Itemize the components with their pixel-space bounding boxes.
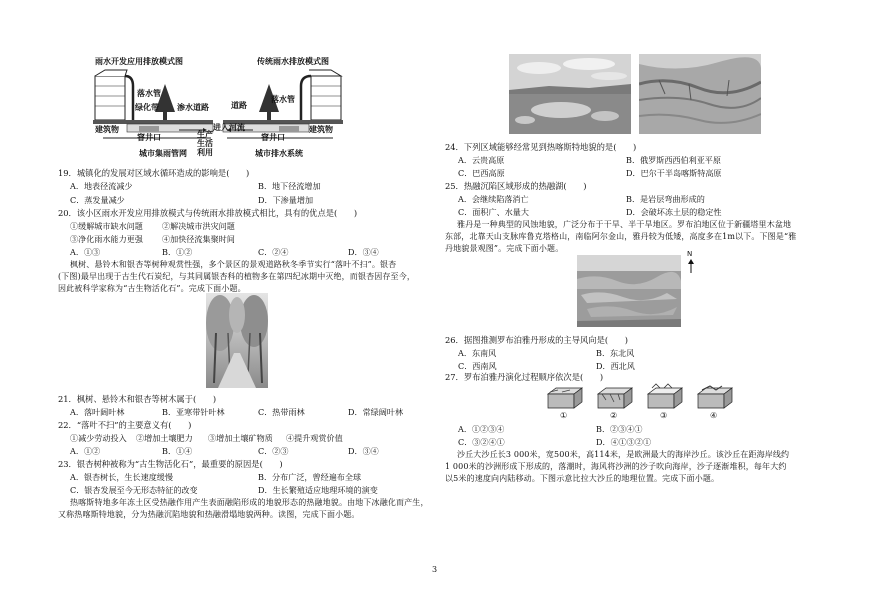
q22-item-1: ①减少劳动投入: [70, 433, 127, 443]
evolution-block-3: [648, 384, 682, 408]
q20-item-3: ③净化雨水能力更强: [70, 234, 143, 244]
thermokarst-lake-photo: [509, 54, 631, 134]
q25-stem: 25．热融沉陷区域形成的热融湖( ): [445, 181, 587, 191]
thermokarst-intro-line2: 又称热喀斯特地貌，分为热融沉陷地貌和热融滑塌地貌两种。读图，完成下面小题。: [58, 510, 360, 519]
yardang-intro-line3: 丹地貌景观图”。完成下面小题。: [445, 244, 564, 253]
q22-opt-d[interactable]: D．③④: [348, 446, 379, 456]
q20-opt-a[interactable]: A．①③: [70, 247, 101, 257]
rainwater-diagram: [93, 54, 343, 160]
right-diagram-title: 传统雨水排放模式图: [257, 57, 329, 66]
q20-opt-d[interactable]: D．③④: [348, 247, 379, 257]
q26-opt-d[interactable]: D．西北风: [596, 361, 635, 371]
label-to-river: 进入河流: [213, 123, 245, 132]
q26-stem: 26．据图推测罗布泊雅丹形成的主导风向是( ): [445, 335, 628, 345]
q19-opt-c[interactable]: C．蒸发量减少: [70, 195, 125, 205]
page-number: 3: [432, 565, 438, 574]
ginkgo-intro-line1: 枫树、悬铃木和银杏等树种观赏性强，多个景区的景观道路秋冬季节实行“落叶不扫”。银杏: [70, 260, 397, 269]
evolution-block-1: [548, 388, 582, 408]
label-seep-road: 渗水道路: [177, 103, 209, 112]
q26-opt-c[interactable]: C．西南风: [458, 361, 497, 371]
q25-opt-a[interactable]: A．会继续陷落消亡: [458, 194, 529, 204]
q27-opt-d[interactable]: D．④①③②①: [596, 437, 652, 447]
label-road: 道路: [231, 101, 247, 110]
q20-stem: 20．该小区雨水开发应用排放模式与传统雨水排放模式相比，具有的优点是( ): [58, 208, 358, 218]
q23-opt-b[interactable]: B．分布广泛，曾经遍布全球: [258, 472, 362, 482]
q23-opt-d[interactable]: D．生长繁殖适应地理环境的演变: [258, 485, 378, 495]
evolution-block-4: [698, 386, 732, 408]
q23-opt-c[interactable]: C．银杏发展至今无形态特征的改变: [70, 485, 198, 495]
yardang-landscape-photo: [577, 255, 681, 327]
q24-opt-a[interactable]: A．云贵高原: [458, 155, 505, 165]
q27-opt-b[interactable]: B．②③④①: [596, 424, 643, 434]
label-domestic-water: 生产生活利用: [197, 130, 213, 157]
q21-opt-a[interactable]: A．落叶阔叶林: [70, 407, 125, 417]
thermokarst-slump-photo: [639, 54, 761, 134]
label-green-belt: 绿化带: [135, 103, 159, 112]
q22-opt-b[interactable]: B．①④: [162, 446, 193, 456]
q23-opt-a[interactable]: A．银杏树长，生长速度缓慢: [70, 472, 173, 482]
q24-stem: 24．下列区域能够经常见到热喀斯特地貌的是( ): [445, 142, 637, 152]
label-building-left: 建筑物: [95, 125, 119, 134]
q21-opt-b[interactable]: B．亚寒带针叶林: [162, 407, 225, 417]
north-label: N: [687, 250, 693, 258]
label-downpipe-right: 落水管: [271, 95, 295, 104]
label-manhole-left: 窨井口: [137, 133, 161, 142]
q24-opt-d[interactable]: D．巴尔干半岛喀斯特高原: [626, 168, 722, 178]
left-diagram-caption: 城市集雨管网: [139, 149, 187, 158]
dune-intro-line1: 沙丘大沙丘长3 000米，宽500米，高114米，是欧洲最大的海岸沙丘。该沙丘在距海岸线约: [457, 450, 790, 459]
dune-intro-line3: 以5米的速度向内陆移动。下图示意比拉大沙丘的地理位置。完成下面小题。: [445, 474, 720, 483]
q22-item-4: ④提升观赏价值: [286, 433, 343, 443]
dune-intro-line2: 1 000米的沙洲形成下形成的，落潮时，海风将沙洲的沙子吹向海岸，沙子逐渐堆积，每年大约: [445, 462, 787, 471]
thermokarst-intro-line1: 热喀斯特地多年冻土区受热融作用产生表面融陷形成的地貌形态的热融地貌。由地下冰融化而产生，: [70, 498, 429, 507]
ginkgo-intro-line3: 因此被科学家称为“古生物活化石”。完成下面小题。: [58, 284, 246, 293]
q27-stem: 27．罗布泊雅丹演化过程顺序依次是( ): [445, 372, 604, 382]
q20-item-1: ①缓解城市缺水问题: [70, 221, 143, 231]
q19-opt-b[interactable]: B．地下径流增加: [258, 181, 321, 191]
q24-opt-c[interactable]: C．巴西高原: [458, 168, 505, 178]
q22-opt-c[interactable]: C．②③: [258, 446, 289, 456]
q23-stem: 23．银杏树种被称为“古生物活化石”，最重要的原因是( ): [58, 459, 283, 469]
q22-opt-a[interactable]: A．①②: [70, 446, 101, 456]
left-diagram-title: 雨水开发应用排放模式图: [95, 57, 183, 66]
yardang-intro-line2: 东部，北靠天山支脉库鲁克塔格山，南临阿尔金山，雅丹较为低矮，高度多在1m以下。下图是“雅: [445, 232, 797, 241]
label-downpipe-left: 落水管: [137, 89, 161, 98]
fig-num-4: ④: [710, 410, 718, 420]
q22-stem: 22．“落叶不扫”的主要意义有( ): [58, 420, 192, 430]
fig-num-1: ①: [560, 410, 568, 420]
yardang-intro-line1: 雅丹是一种典型的风蚀地貌，广泛分布于干旱、半干旱地区。罗布泊地区位于新疆塔里木盆地: [457, 220, 792, 229]
q24-opt-b[interactable]: B．俄罗斯西西伯利亚平原: [626, 155, 721, 165]
fig-num-3: ③: [660, 410, 668, 420]
q25-opt-b[interactable]: B．是岩层弯曲形成的: [626, 194, 705, 204]
q25-opt-c[interactable]: C．面积广、水量大: [458, 207, 529, 217]
q22-item-3: ③增加土壤矿物质: [208, 433, 273, 443]
fig-num-2: ②: [610, 410, 618, 420]
q25-opt-d[interactable]: D．会破坏冻土层的稳定性: [626, 207, 722, 217]
q19-opt-d[interactable]: D．下渗量增加: [258, 195, 314, 205]
q26-opt-a[interactable]: A．东南风: [458, 348, 497, 358]
q21-opt-d[interactable]: D．常绿阔叶林: [348, 407, 404, 417]
yardang-evolution-figures: [544, 382, 734, 422]
q20-item-4: ④加快径流集聚时间: [162, 234, 235, 244]
north-arrow-icon: [686, 250, 696, 273]
label-manhole-right: 窨井口: [261, 133, 285, 142]
q21-opt-c[interactable]: C．热带雨林: [258, 407, 305, 417]
q19-stem: 19．城镇化的发展对区域水循环造成的影响是( ): [58, 168, 250, 178]
q26-opt-b[interactable]: B．东北风: [596, 348, 635, 358]
right-diagram-caption: 城市排水系统: [255, 149, 303, 158]
evolution-block-2: [598, 388, 632, 408]
q20-opt-c[interactable]: C．②④: [258, 247, 289, 257]
label-building-right: 建筑物: [309, 125, 333, 134]
q19-opt-a[interactable]: A．地表径流减少: [70, 181, 133, 191]
q20-item-2: ②解决城市洪灾问题: [162, 221, 235, 231]
ginkgo-intro-line2: (下图)最早出现于古生代石炭纪，与其同属银杏科的植物多在第四纪冰期中灭绝，而银杏因存至今，: [58, 272, 415, 281]
q21-stem: 21．枫树、悬铃木和银杏等树木属于( ): [58, 394, 217, 404]
q22-item-2: ②增加土壤肥力: [136, 433, 193, 443]
q20-opt-b[interactable]: B．①②: [162, 247, 193, 257]
q27-opt-c[interactable]: C．③②④①: [458, 437, 505, 447]
ginkgo-tree-photo: [206, 293, 268, 388]
q27-opt-a[interactable]: A．①②③④: [458, 424, 505, 434]
